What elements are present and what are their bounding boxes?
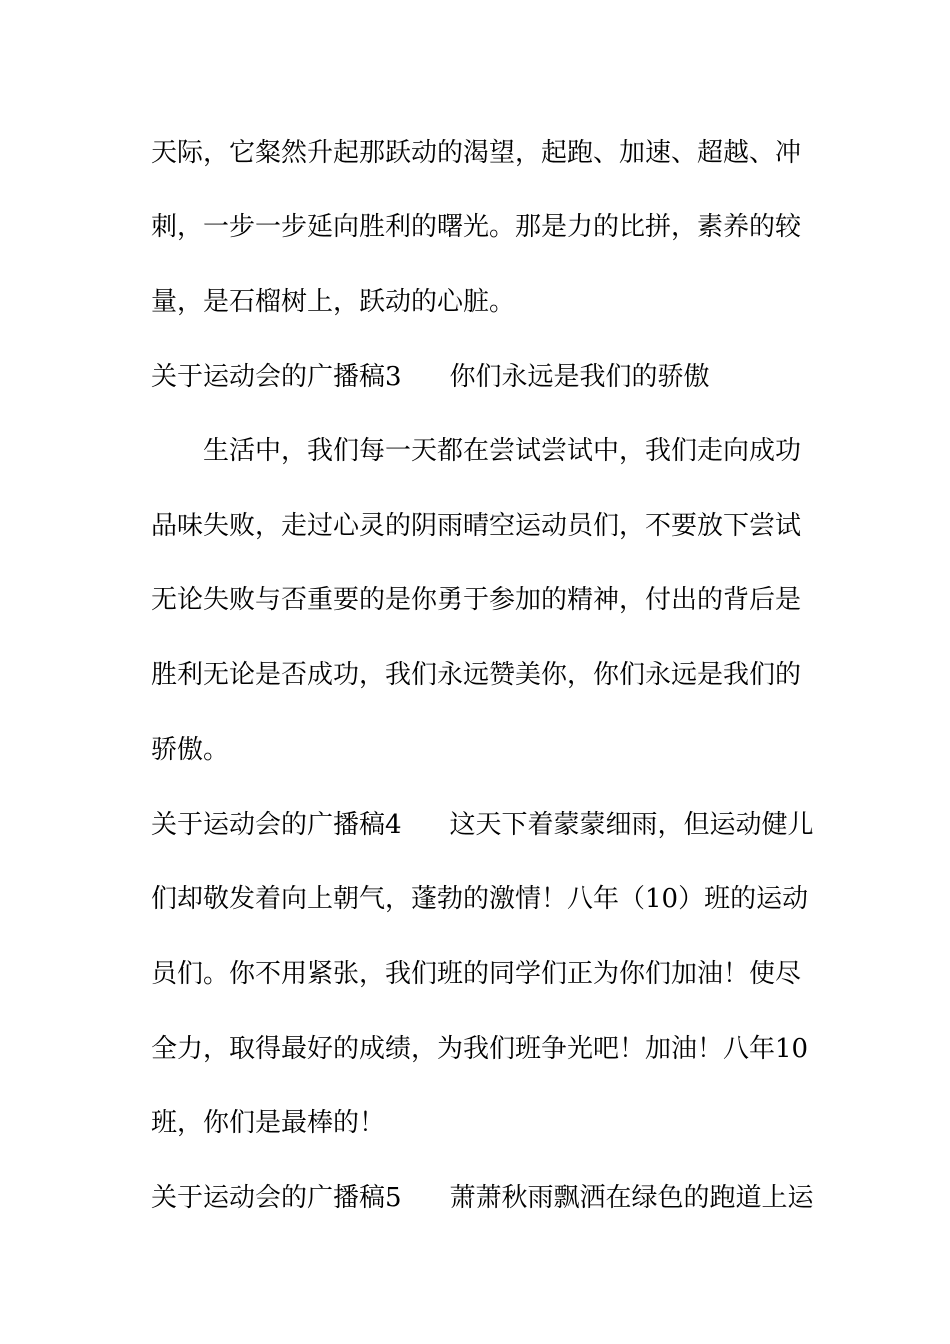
heading-title: 关于运动会的广播稿5: [151, 1183, 402, 1213]
section-heading-3: [151, 360, 821, 394]
heading-text: 你们永远是我们的骄傲: [449, 362, 710, 392]
paragraph-line: 品味失败，走过心灵的阴雨晴空运动员们，不要放下尝试: [151, 511, 802, 541]
paragraph-line: 天际，它粲然升起那跃动的渴望，起跑、加速、超越、冲: [151, 138, 802, 168]
section-heading-5: [151, 1181, 821, 1215]
paragraph-line: 们却敬发着向上朝气，蓬勃的激情！八年（10）班的运动: [151, 884, 809, 914]
paragraph-line: 胜利无论是否成功，我们永远赞美你，你们永远是我们的: [151, 660, 802, 690]
paragraph-line: 全力，取得最好的成绩，为我们班争光吧！加油！八年10: [151, 1034, 809, 1064]
heading-text: 萧萧秋雨飘洒在绿色的跑道上运: [449, 1183, 814, 1213]
paragraph-line: 刺，一步一步延向胜利的曙光。那是力的比拼，素养的较: [151, 212, 802, 242]
paragraph-line: 员们。你不用紧张，我们班的同学们正为你们加油！使尽: [151, 959, 802, 989]
paragraph-line: 生活中，我们每一天都在尝试尝试中，我们走向成功: [203, 436, 802, 466]
section-heading-4: [151, 808, 821, 842]
heading-title: 关于运动会的广播稿3: [151, 362, 402, 392]
paragraph-line: 骄傲。: [151, 735, 230, 765]
heading-title: 关于运动会的广播稿4: [151, 810, 402, 840]
paragraph-line: 量，是石榴树上，跃动的心脏。: [151, 287, 516, 317]
heading-text: 这天下着蒙蒙细雨，但运动健儿: [449, 810, 814, 840]
paragraph-line: 班，你们是最棒的！: [151, 1108, 386, 1138]
paragraph-line: 无论失败与否重要的是你勇于参加的精神，付出的背后是: [151, 585, 802, 615]
